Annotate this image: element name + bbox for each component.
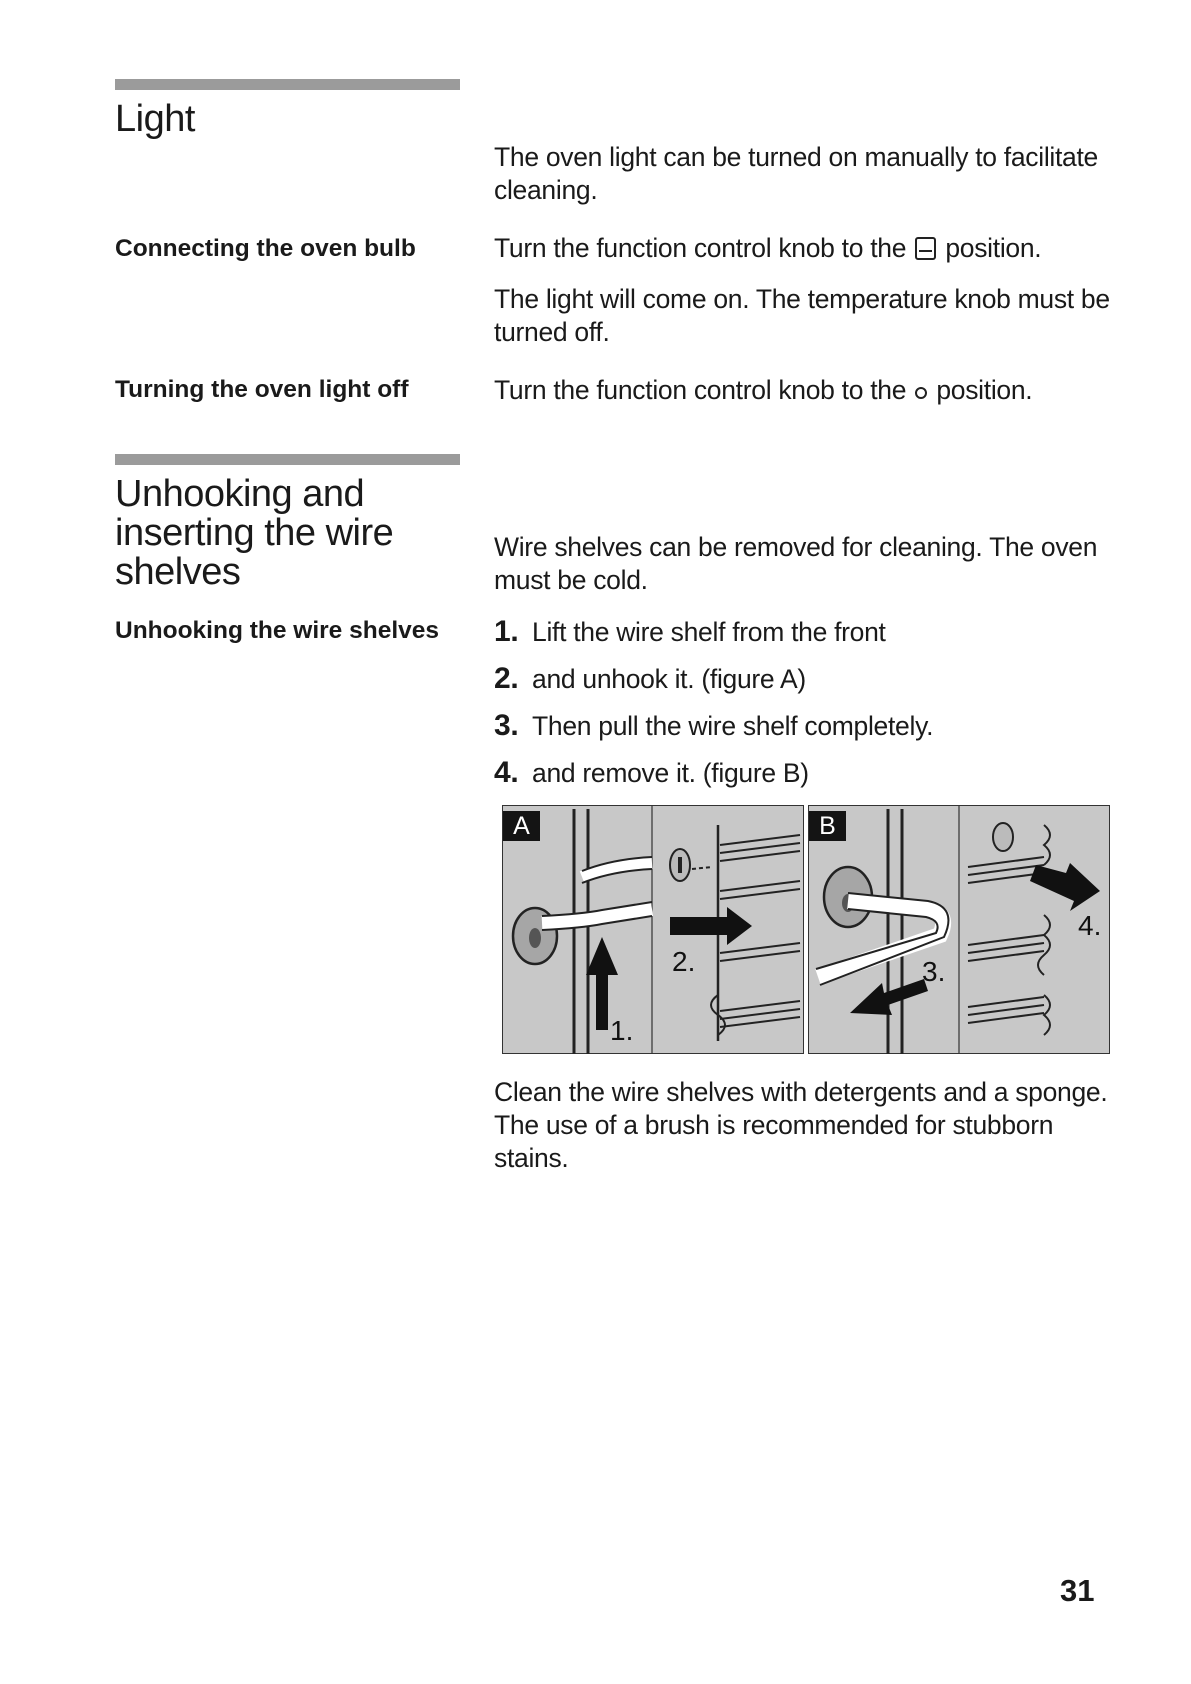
step-number: 4. [494,756,519,789]
figure-a-label: A [503,811,540,841]
connecting-instruction-end: position. [945,233,1042,263]
turning-off-instruction [494,374,1134,407]
step-text: Lift the wire shelf from the front [532,617,886,647]
section-rule-shelves [115,454,460,465]
step-number: 1. [494,615,519,648]
shelves-intro: Wire shelves can be removed for cleaning. The oven must be cold. [494,532,1098,595]
section-title-light: Light [115,98,195,140]
light-intro: The oven light can be turned on manually to facilitate cleaning. [494,142,1098,205]
connecting-instruction [494,232,1134,265]
page-number: 31 [1060,1573,1095,1608]
step-item [494,612,933,659]
subheading-turning-off: Turning the oven light off [115,376,409,403]
step-text: Then pull the wire shelf completely. [532,711,934,741]
section-title-shelves [115,475,393,592]
figure-b-step-4-label: 4. [1078,910,1102,941]
section-title-line: shelves [115,551,241,593]
figure-a-step-2-label: 2. [672,946,696,977]
off-position-symbol-icon [915,387,927,399]
cleaning-text: Clean the wire shelves with detergents and a sponge. The use of a brush is recommended for stubborn stains. [494,1077,1108,1173]
figure-b-illustration [808,805,1110,1054]
step-text: and unhook it. (figure A) [532,664,806,694]
figure-a-step-1-label: 1. [610,1015,634,1046]
step-number: 3. [494,709,519,742]
subheading-connecting-bulb: Connecting the oven bulb [115,235,416,262]
turning-off-instruction-text: Turn the function control knob to the [494,375,907,405]
figure-b [808,805,1110,1054]
figure-b-step-3-label: 3. [922,956,946,987]
step-number: 2. [494,662,519,695]
figure-a-illustration [502,805,804,1054]
connecting-instruction-text: Turn the function control knob to the [494,233,907,263]
step-item [494,753,933,800]
step-text: and remove it. (figure B) [532,758,809,788]
figure-b-label: B [809,811,846,841]
section-rule-light [115,79,460,90]
connecting-note: The light will come on. The temperature knob must be turned off. [494,284,1110,347]
section-title-line: inserting the wire [115,512,394,554]
steps-list [494,612,933,800]
step-item [494,659,933,706]
step-item [494,706,933,753]
figure-a [502,805,804,1054]
section-title-line: Unhooking and [115,473,365,515]
subheading-unhooking: Unhooking the wire shelves [115,617,440,644]
turning-off-instruction-end: position. [936,375,1033,405]
oven-light-symbol-icon [915,237,936,260]
